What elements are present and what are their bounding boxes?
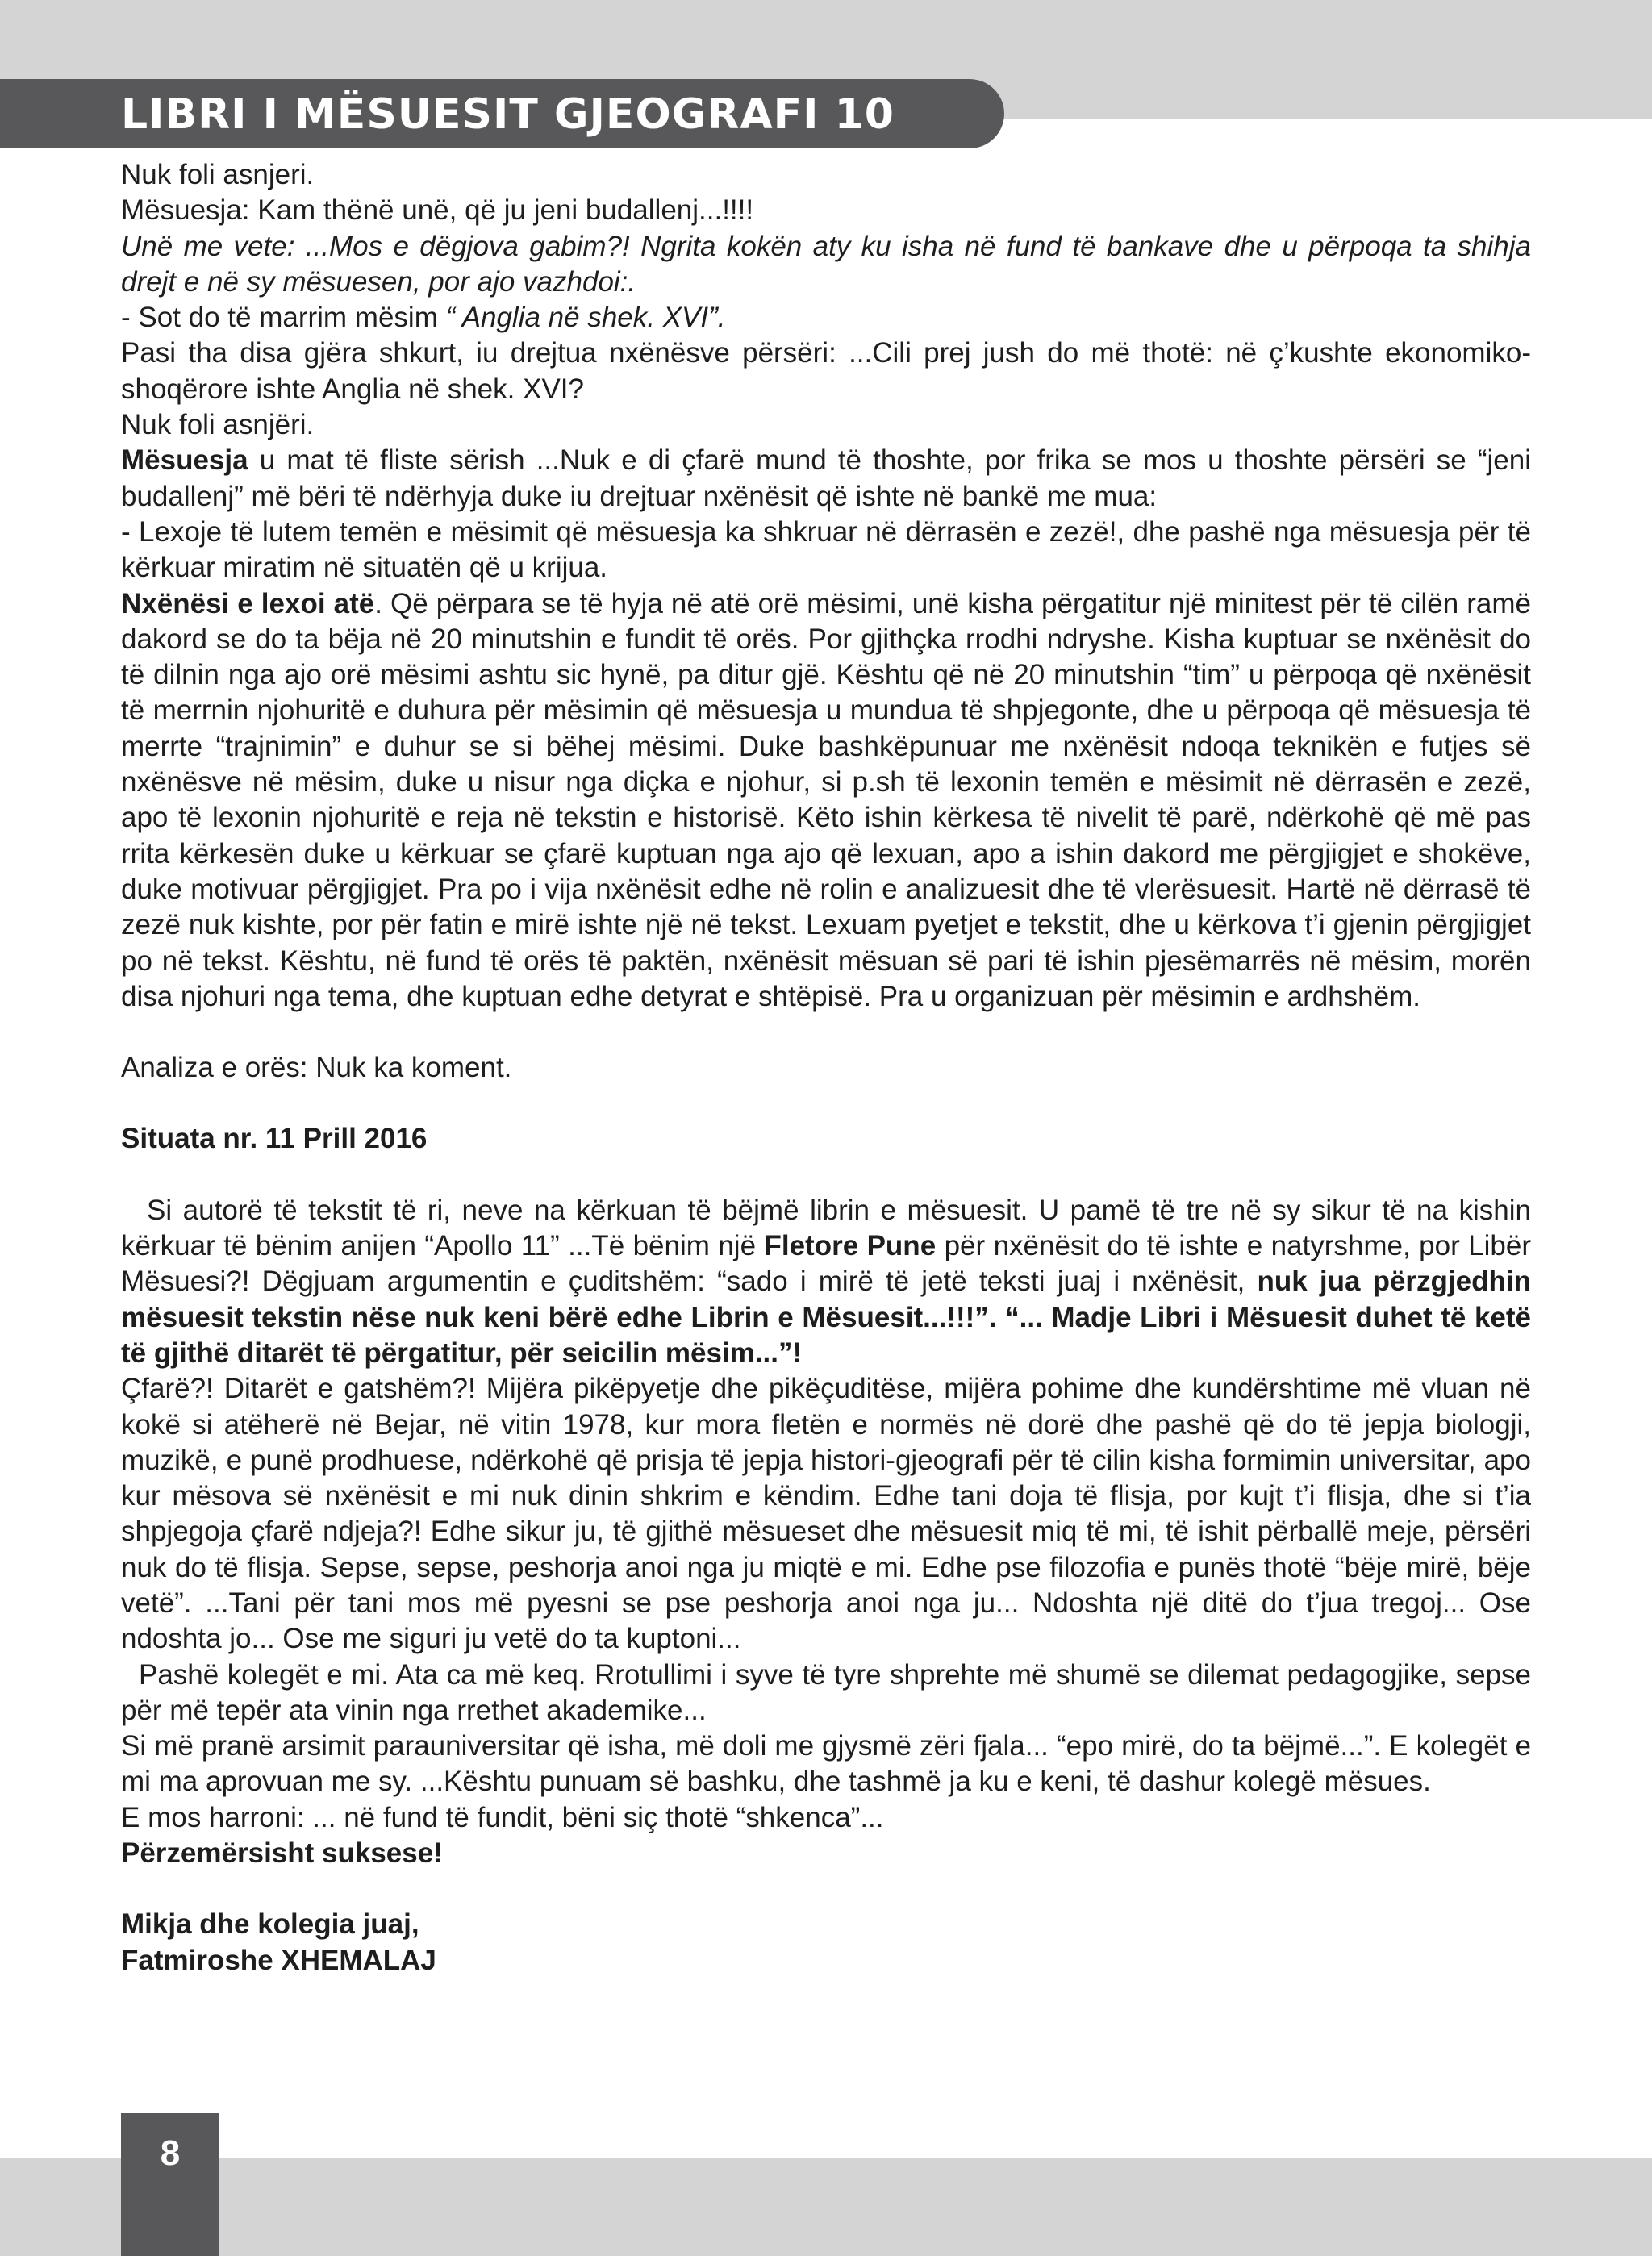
paragraph: Pasi tha disa gjëra shkurt, iu drejtua nxënësve përsëri: ...Cili prej jush do më thotë: në ç’kushte ekonomiko-shoqërore ishte Anglia në shek. XVI? [121,337,1531,405]
bold-lead: Mësuesja [121,444,248,477]
paragraph [121,300,1531,336]
paragraph: Nuk foli asnjeri. [121,159,315,190]
document-body [121,157,1531,1979]
footer-band [0,2158,1652,2256]
text: . Që përpara se të hyja në atë orë mësimi, unë kisha përgatitur një minitest për të cilën ramë dakord se do ta bëja në 20 minutshin e fundit të orës. Por gjithçka rrodhi ndryshe. Kisha kuptuar se nxënësit do të dilnin nga ajo orë mësimi ashtu sic hynë, pa ditur gjë. Kështu që në 20 minutshin “tim” u përpoqa që nxënësit të merrnin njohuritë e duhura për mësimin që mësuesja u mundua të shpjegonte, dhe u përpoqa që mësuesja të merrte “trajnimin” e duhur se si bëhej mësimi. Duke bashkëpunuar me nxënësit ndoqa teknikën e futjes së nxënësve në mësim, duke u nisur nga diçka e njohur, si p.sh të lexonin temën e mësimit në dërrasën e zezë, apo të lexonin njohuritë e reja në tekstin e historisë. Këto ishin kërkesa të nivelit të parë, ndërkohë që më pas rrita kërkesën duke u kërkuar se çfarë kuptuan nga ajo që lexuan, apo a ishin dakord me përgjigjet e shokëve, duke motivuar përgjigjet. Pra po i vija nxënësit edhe në rolin e analizuesit dhe të vlerësuesit. Hartë në dërrasë të zezë nuk kishte, por për fatin e mirë ishte një në tekst. Lexuam pyetjet e tekstit, dhe u kërkova t’i gjenin përgjigjet po në tekst. Kështu, në fund të orës të paktën, nxënësit mësuan së pari të ishin pjesëmarrës në mësim, morën disa njohuri nga tema, dhe kuptuan edhe detyrat e shtëpisë. Pra u organizuan për mësimin e ardhshëm. [121,587,1531,1012]
paragraph: Pashë kolegët e mi. Ata ca më keq. Rrotullimi i syve të tyre shprehte më shumë se dilemat pedagogjike, sepse për më tepër ata vinin nga rrethet akademike... [121,1658,1531,1726]
analysis-note: Analiza e orës: Nuk ka koment. [121,1052,512,1084]
paragraph: Si më pranë arsimit parauniversitar që isha, më doli me gjysmë zëri fjala... “epo mirë, do ta bëjmë...”. E kolegët e mi ma aprovuan me sy. ...Kështu punuam së bashku, dhe tashmë ja ku e keni, të dashur kolegë mësues. [121,1730,1531,1798]
lesson-topic: “ Anglia në shek. XVI”. [445,302,726,334]
page-number: 8 [160,2133,181,2173]
paragraph: E mos harroni: ... në fund të fundit, bëni siç thotë “shkenca”... [121,1801,884,1833]
signature-line: Mikja dhe kolegia juaj, [121,1908,419,1941]
closing-line: Përzemërsisht suksese! [121,1837,443,1870]
paragraph: Nuk foli asnjëri. [121,409,315,441]
paragraph: Unë me vete: ...Mos e dëgjova gabim?! Ngrita kokën aty ku isha në fund të bankave dhe u përpoqa ta shihja drejt e në sy mësuesen, por ajo vazhdoi:. [121,230,1531,298]
bold-quote: nuk jua përzgjedhin mësuesit tekstin nëse nuk keni bërë edhe Librin e Mësuesit...!!!”. “... Madje Libri i Mësuesit duhet të ketë të gjithë ditarët të përgatitur, për seicilin mësim...”! [121,1266,1531,1369]
bold-lead: Nxënësi e lexoi atë [121,587,375,619]
text: për nxënësit do të ishte e natyrshme, por Libër Mësuesi?! Dëgjuam argumentin e çuditshëm: “sado i mirë të jetë teksti juaj i nxënësit, [121,1230,1531,1298]
bold-phrase: Fletore Pune [764,1230,937,1262]
paragraph [121,443,1531,515]
paragraph: - Lexoje të lutem temën e mësimit që mësuesja ka shkruar në dërrasën e zezë!, dhe pashë nga mësuesja për të kërkuar miratim në situatën që u krijua. [121,515,1531,584]
paragraph: Çfarë?! Ditarët e gatshëm?! Mijëra pikëpyetje dhe pikëçuditëse, mijëra pohime dhe kundërshtime më vluan në kokë si atëherë në Bejar, në vitin 1978, kur mora fletën e normës në dorë dhe pashë që do të jepja biologji, muzikë, e punë prodhuese, ndërkohë që prisja të jepja histori-gjeografi për të cilin kisha formimin universitar, apo kur mësova së nxënësit e mi nuk dinin shkrim e këndim. Edhe tani doja të flisja, por kujt t’i flisja, dhe si t’ia shpjegoja çfarë ndjeja?! Edhe sikur ju, të gjithë mësueset dhe mësuesit miq të mi, të ishit përballë meje, përsëri nuk do të flisja. Sepse, sepse, peshorja anoi nga ju miqtë e mi. Edhe pse filozofia e punës thotë “bëje mirë, bëje vetë”. ...Tani për tani mos më pyesni se pse peshorja anoi nga ju... Ndoshta një ditë do t’jua tregoj... Ose ndoshta jo... Ose me siguri ju vetë do ta kuptoni... [121,1373,1531,1655]
section-heading: Situata nr. 11 Prill 2016 [121,1123,428,1155]
signature-name: Fatmiroshe XHEMALAJ [121,1944,436,1976]
paragraph [121,1193,1531,1371]
paragraph: Mësuesja: Kam thënë unë, që ju jeni budallenj...!!!! [121,194,754,227]
paragraph [121,586,1531,1015]
text: u mat të fliste sërish ...Nuk e di çfarë mund të thoshte, por frika se mos u thoshte përsëri se “jeni budallenj” më bëri të ndërhyja duke iu drejtuar nxënësit që ishte në bankë me mua: [121,444,1531,512]
text: - Sot do të marrim mësim [121,302,446,334]
page-header-title: LIBRI I MËSUESIT GJEOGRAFI 10 [121,90,895,139]
text: Si autorë të tekstit të ri, neve na kërkuan të bëjmë librin e mësuesit. U pamë të tre në sy sikur të na kishin kërkuar të bënim anijen “Apollo 11” ...Të bënim një [121,1194,1531,1262]
